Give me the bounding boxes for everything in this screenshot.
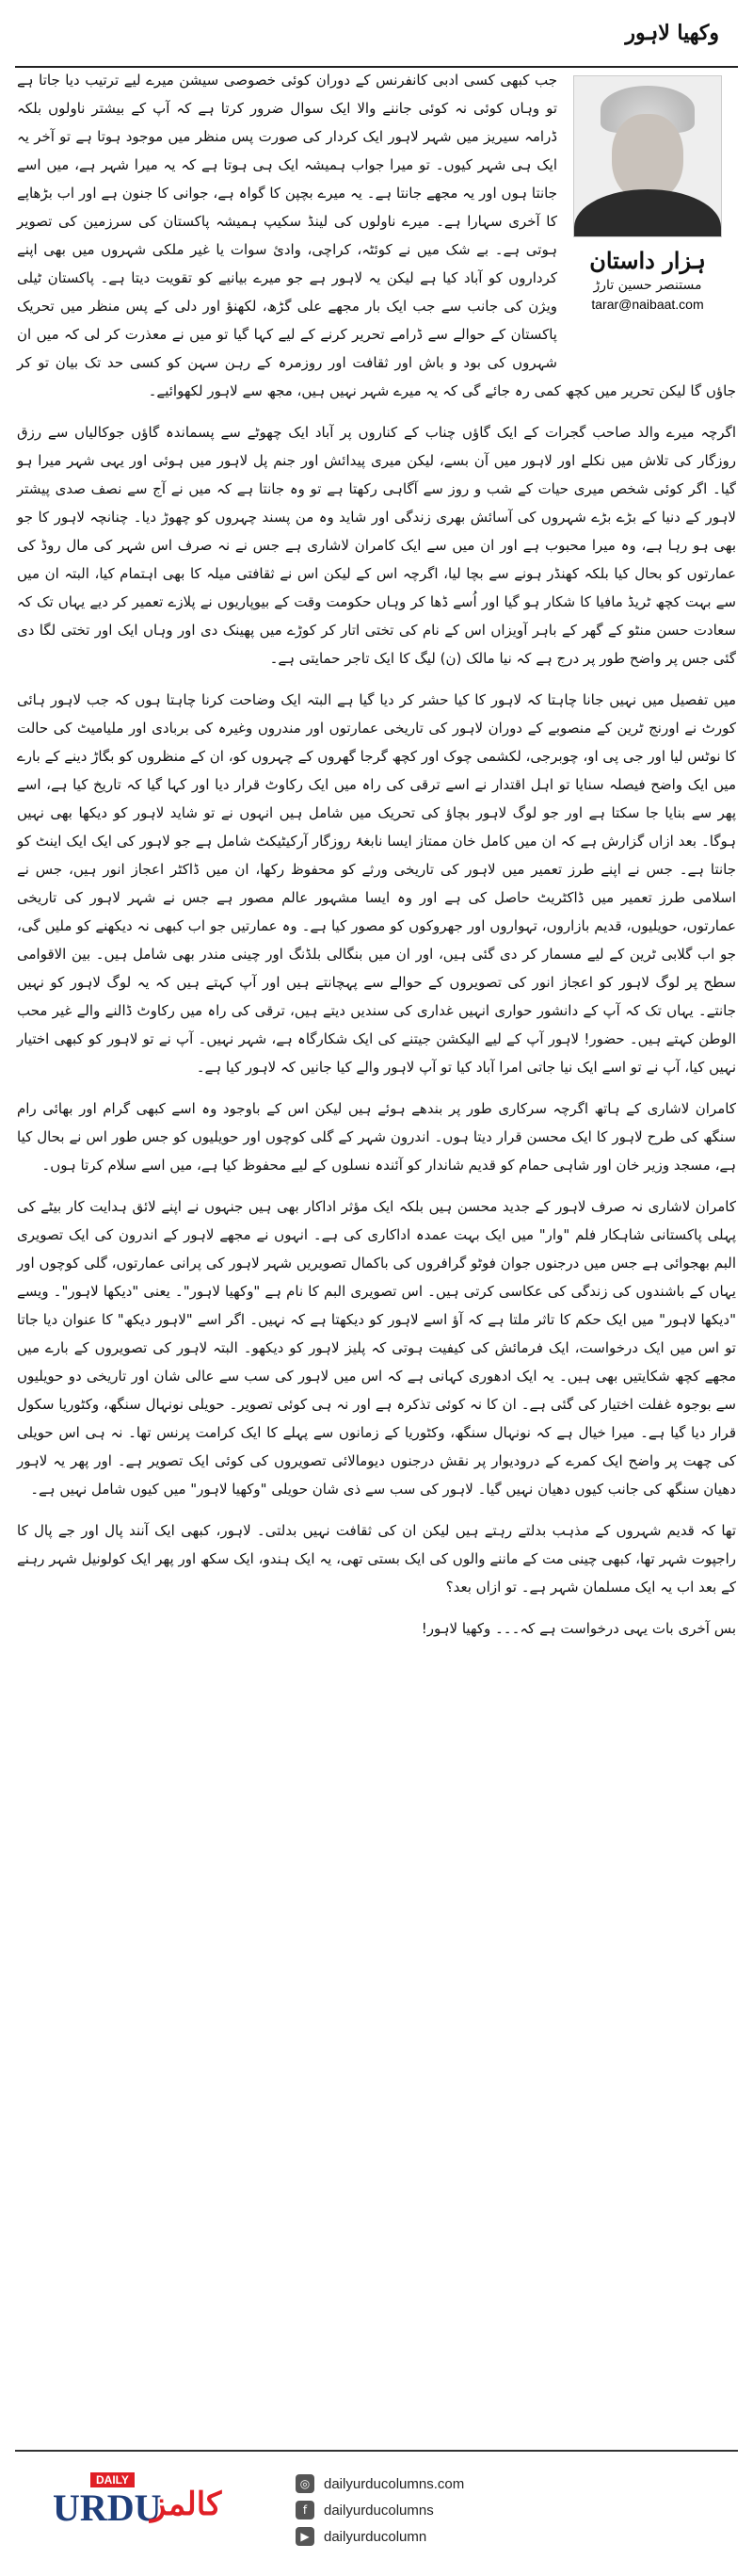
paragraph-6: تھا کہ قدیم شہروں کے مذہب بدلتے رہتے ہیں لیکن ان کی ثقافت نہیں بدلتی۔ لاہور، کبھی ایک آنند پال اور جے پال کا راجپوت شہر تھا، کبھی چینی مت کے ماننے والوں کی ایک بستی تھی، یہ ایک ہندو، ایک سکھ اور پھر ایک کولونیل شہر رہنے کے بعد اب یہ ایک مسلمان شہر ہے۔ تو ازاں بعد؟ bbox=[17, 1522, 736, 1596]
portrait-face bbox=[612, 114, 683, 201]
author-name: مستنصر حسین تارڑ bbox=[593, 278, 702, 293]
logo-daily: DAILY bbox=[90, 2472, 135, 2487]
author-box bbox=[567, 75, 729, 367]
paragraph-1: جب کبھی کسی ادبی کانفرنس کے دوران کوئی خصوصی سیشن میرے لیے ترتیب دیا جاتا ہے تو وہاں کوئی نہ کوئی جاننے والا ایک سوال ضرور کرتا ہے کہ آپ کے بیشتر ناولوں بلکہ ڈرامہ سیریز میں شہر لاہور ایک کردار کی صورت پس منظر میں موجود ہوتا ہے تو آخر یہ ایک ہی شہر کیوں۔ تو میرا جواب ہمیشہ ایک ہی ہوتا ہے کہ یہ میرا شہر ہے، میں اسے جانتا ہوں اور یہ مجھے جانتا ہے۔ یہ میرے بچپن کا گواہ ہے، جوانی کا جنون ہے اور اب بڑھاپے کا آخری سہارا ہے۔ میرے ناولوں کی لینڈ سکیپ ہمیشہ پاکستان کی سرزمین کی تصویر ہوتی ہے۔ بے شک میں نے کوئٹہ، کراچی، وادیٔ سوات یا غیر ملکی شہروں میں بھی اپنے کرداروں کو آباد کیا ہے لیکن یہ لاہور ہے جو میرے بیانیے کو تقویت دیتا ہے۔ پاکستان ٹیلی ویژن کی جانب سے جب ایک بار مجھے علی گڑھ، لکھنؤ اور دلی کے پس منظر میں تحریک پاکستان کے حوالے سے ڈرامے تحریر کرنے کے لیے کہا گیا تو میں نے معذرت کر لی کہ میں ان شہروں کی بود و باش اور ثقافت اور روزمرہ کے رہن سہن کو کسی حد تک بیان تو کر جاؤں گا لیکن تحریر میں کچھ کمی رہ جائے گی کہ یہ میرے شہر نہیں ہیں، مجھ سے لاہور لکھوائیے۔ bbox=[17, 72, 736, 399]
social-link-website[interactable] bbox=[296, 2471, 540, 2497]
headline: وکھیا لاہور bbox=[625, 21, 719, 45]
author-portrait bbox=[573, 75, 722, 237]
youtube-text: dailyurducolumn bbox=[324, 2528, 427, 2545]
social-link-youtube[interactable] bbox=[296, 2523, 540, 2550]
social-link-facebook[interactable] bbox=[296, 2497, 540, 2523]
facebook-text: dailyurducolumns bbox=[324, 2502, 434, 2519]
closing-line: بس آخری بات یہی درخواست ہے کہ۔۔۔ وکھیا لاہور! bbox=[421, 1620, 736, 1637]
paragraph-3: میں تفصیل میں نہیں جانا چاہتا کہ لاہور کا کیا حشر کر دیا گیا ہے البتہ ایک وضاحت کرنا چاہتا ہوں کہ جب لاہور ہائی کورٹ نے اورنج ٹرین کے منصوبے کے دوران لاہور کی تاریخی عمارتوں اور مندروں وغیرہ کی بربادی اور ملیامیٹ کی حالت کا نوٹس لیا اور جی پی او، چوبرجی، لکشمی چوک اور کچھ گرجا گھروں کے چہروں کو، ان کے منظروں کو بگاڑ دینے کے بارے میں ایک واضح فیصلہ سنایا تو اہل اقتدار نے اسے ترقی کی راہ میں ایک رکاوٹ قرار دیا اور کہا گیا کہ تاریخ کیا ہے، اسے پھر سے بنایا جا سکتا ہے اور جو لوگ لاہور بچاؤ کی تحریک میں شامل ہیں انہوں نے تو شاید لاہور کو دیکھا بھی نہیں ہوگا۔ بعد ازاں گزارش ہے کہ ان میں کامل خان ممتاز ایسا نابغۂ روزگار آرکیٹیکٹ شامل ہے جو لاہور کی ایک ایک اینٹ کو جانتا ہے۔ جس نے اپنے طرز تعمیر میں لاہور کی تاریخی ورثے کو محفوظ رکھا، ان میں ڈاکٹر اعجاز انور ہیں، جس نے اسلامی طرز تعمیر میں ڈاکٹریٹ حاصل کی ہے اور وہ ایسا مشہور عالم مصور ہے جس نے شہر لاہور کی تاریخی عمارتوں، حویلیوں، قدیم بازاروں، تہواروں اور جھروکوں کو مصور کیا ہے۔ وہ عمارتیں جو اب کبھی نہ دیکھنے کو ملیں گی، جو اب گلابی ٹرین کے لیے مسمار کر دی گئی ہیں، اور ان میں بنگالی بلڈنگ اور چینی مندر بھی شامل ہیں۔ بین الاقوامی سطح پر لوگ لاہور کو اعجاز انور کی تصویروں کے حوالے سے پہچانتے ہیں اور آپ کہتے ہیں کہ یہ لوگ لاہور کو نہیں جانتے۔ یہاں تک کہ آپ کے دانشور حواری انہیں غداری کی سندیں دیتے ہیں، ترقی کی راہ میں رکاوٹ ڈالنے والے غیر محب الوطن کہتے ہیں۔ حضور! لاہور آپ کے لیے الیکشن جیتنے کی ایک شکارگاہ ہے، شہر نہیں۔ آپ نے تو لاہور کو کبھی اختیار نہیں کیا، آپ نے تو اسے ایک نیا جاتی امرا آباد کیا تو آپ لاہور والے کیا جانیں کہ لاہور کیا ہے۔ bbox=[17, 691, 736, 1076]
paragraph-4: کامران لاشاری کے ہاتھ اگرچہ سرکاری طور پر بندھے ہوئے ہیں لیکن اس کے باوجود وہ اسے کبھی گرام اور بھائی رام سنگھ کی طرح لاہور کا ایک محسن قرار دیتا ہوں۔ اندرون شہر کے گلی کوچوں اور حویلیوں کو جس طور اس نے بحال کیا ہے، مسجد وزیر خان اور شاہی حمام کو قدیم شاندار کو آئندہ نسلوں کے لیے محفوظ کیا ہے، میں اسے سلام کرتا ہوں۔ bbox=[17, 1100, 736, 1174]
footer bbox=[15, 2450, 738, 2576]
website-text: dailyurducolumns.com bbox=[324, 2475, 465, 2492]
globe-icon: ◎ bbox=[296, 2474, 314, 2493]
column-title: ہزار داستان bbox=[589, 247, 706, 274]
social-links bbox=[296, 2471, 540, 2550]
author-email[interactable]: tarar@naibaat.com bbox=[591, 297, 704, 312]
portrait-shoulders bbox=[574, 189, 721, 237]
daily-urdu-columns-logo[interactable] bbox=[53, 2472, 241, 2552]
facebook-icon: f bbox=[296, 2501, 314, 2519]
paragraph-5: کامران لاشاری نہ صرف لاہور کے جدید محسن ہیں بلکہ ایک مؤثر اداکار بھی ہیں جنہوں نے اپنے لائق ہدایت کار بیٹے کی پہلی پاکستانی شاہکار فلم "وار" میں ایک بہت عمدہ اداکاری کی ہے۔ انہوں نے مجھے لاہور کے اندرون کی ایک تصویری البم بھجوائی ہے جس میں درجنوں جوان فوٹو گرافروں کی باکمال تصویریں شہر لاہور کی پرانی عمارتوں، گلی کوچوں اور یہاں کے باشندوں کی زندگی کی عکاسی کرتی ہیں۔ اس تصویری البم کا نام ہے "وکھیا لاہور"۔ یعنی "دیکھا لاہور"۔ ویسے "دیکھا لاہور" میں ایک حکم کا تاثر ملتا ہے کہ آؤ اسے لاہور کو دیکھتا ہے کہ نہیں۔ اگر اسے "لاہور دیکھ" کا عنوان دیا جاتا تو اس میں ایک درخواست، ایک فرمائش کی کیفیت ہوتی کہ پلیز لاہور کو دیکھو۔ البتہ لاہور کی تصویروں کے بارے میں مجھے کچھ شکایتیں بھی ہیں۔ یہ ایک ادھوری کہانی ہے کہ اس میں لاہور کی سب سے عالی شان اور تاریخی دو حویلیوں سے بوجوہ غفلت اختیار کی گئی ہے۔ ان کا نہ کوئی تذکرہ ہے اور نہ ہی کوئی تصویر۔ حویلی نونہال سنگھ، وکٹوریا سکول قرار دیا گیا ہے۔ میرا خیال ہے کہ نونہال سنگھ، وکٹوریا کے زمانوں سے پہلے کا ایک کرامت پرنس تھا۔ نہ ہی اس حویلی کی چھت پر واضح ایک کمرے کے درودیوار پر نقش درجنوں دیومالائی تصویروں کی کوئی ایک تصویر ہے۔ اور پھر یہ لاہور دھیان سنگھ کی جانب کیوں دھیان نہیں گیا۔ لاہور کی سب سے ذی شان حویلی "وکھیا لاہور" میں کیوں شامل نہیں ہے۔ bbox=[17, 1198, 736, 1498]
header bbox=[15, 15, 738, 68]
paragraph-2: اگرچہ میرے والد صاحب گجرات کے ایک گاؤں چناب کے کناروں پر آباد ایک چھوٹے سے پسماندہ گاؤں جوکالیاں سے رزق روزگار کی تلاش میں نکلے اور لاہور میں آن بسے، لیکن میری پیدائش اور جنم پل لاہور میں ہوئی اور یہی شہر میرا ہو گیا۔ اگر کوئی شخص میری حیات کے شب و روز سے آگاہی رکھتا ہے تو وہ جانتا ہے کہ میں نے آج سے نصف صدی پیشتر لاہور کے دنیا کے بڑے بڑے شہروں کی آسائش بھری زندگی اور شاید وہ من پسند چہروں کو چھوڑ دیا۔ چنانچہ لاہور کا جو بھی ہو رہا ہے، وہ میرا محبوب ہے اور ان میں سے ایک کامران لاشاری ہے جس نے نہ صرف اس شہر کی مال روڈ کی عمارتوں کو بحال کیا بلکہ کھنڈر ہونے سے بچا لیا، اگرچہ اس کے لیکن اس نے ثقافتی میلہ کا بھی اہتمام کیا، البتہ ان میں سے بہت کچھ ٹریڈ مافیا کا شکار ہو گیا اور اُسے ڈھا کر وہاں حکومت وقت کے بیوپاریوں نے پلازے تعمیر کر دیے یہاں تک کہ سعادت حسن منٹو کے گھر کے باہر آویزاں اس کے نام کی تختی اتار کر کوڑے میں پھینک دی اور وہاں ایک اور تختی لگا دی گئی جس پر واضح طور پر درج ہے کہ نیا مالک (ن) لیگ کا ایک تاجر حمایتی ہے۔ bbox=[17, 424, 736, 667]
logo-urdu: URDU bbox=[53, 2487, 162, 2529]
youtube-icon: ▶ bbox=[296, 2527, 314, 2546]
logo-kalam: کالمز bbox=[151, 2486, 222, 2523]
